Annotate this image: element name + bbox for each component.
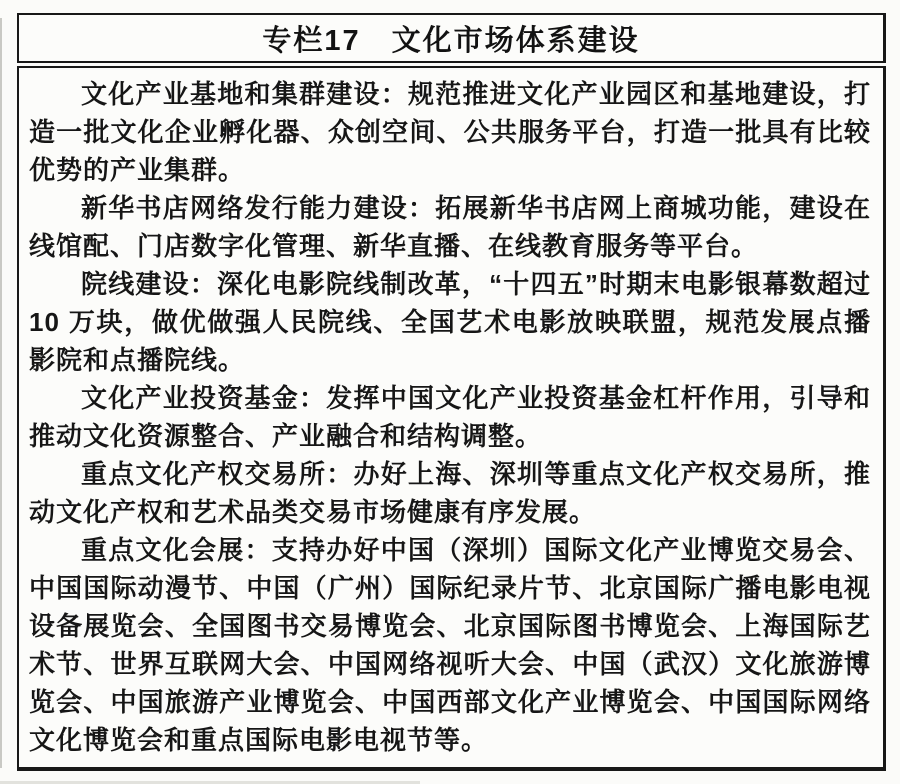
scan-edge-artifact-left xyxy=(0,18,2,768)
panel-header xyxy=(17,13,886,63)
paragraph-key-expositions: 重点文化会展：支持办好中国（深圳）国际文化产业博览交易会、中国国际动漫节、中国（广州）国际纪录片节、北京国际广播电影电视设备展览会、全国图书交易博览会、北京国际图书博览会、上海国际艺术节、世界互联网大会、中国网络视听大会、中国（武汉）文化旅游博览会、中国旅游产业博览会、中国西部文化产业博览会、中国国际网络文化博览会和重点国际电影电视节等。 xyxy=(29,535,871,755)
paragraph-cinema-chains: 院线建设：深化电影院线制改革，“十四五”时期末电影银幕数超过 10 万块，做优做强人民院线、全国艺术电影放映联盟，规范发展点播影院和点播院线。 xyxy=(29,269,871,375)
paragraph-property-exchanges: 重点文化产权交易所：办好上海、深圳等重点文化产权交易所，推动文化产权和艺术品类交易市场健康有序发展。 xyxy=(29,459,871,527)
paragraph-investment-fund: 文化产业投资基金：发挥中国文化产业投资基金杠杆作用，引导和推动文化资源整合、产业融合和结构调整。 xyxy=(29,383,871,451)
panel-body xyxy=(17,66,886,771)
paragraph-industry-bases: 文化产业基地和集群建设：规范推进文化产业园区和基地建设，打造一批文化企业孵化器、众创空间、公共服务平台，打造一批具有比较优势的产业集群。 xyxy=(29,79,871,185)
panel-title: 专栏17 文化市场体系建设 xyxy=(262,24,640,57)
paragraph-xinhua-bookstore: 新华书店网络发行能力建设：拓展新华书店网上商城功能，建设在线馆配、门店数字化管理、新华直播、在线教育服务等平台。 xyxy=(29,193,871,261)
column-17-panel xyxy=(17,13,886,771)
